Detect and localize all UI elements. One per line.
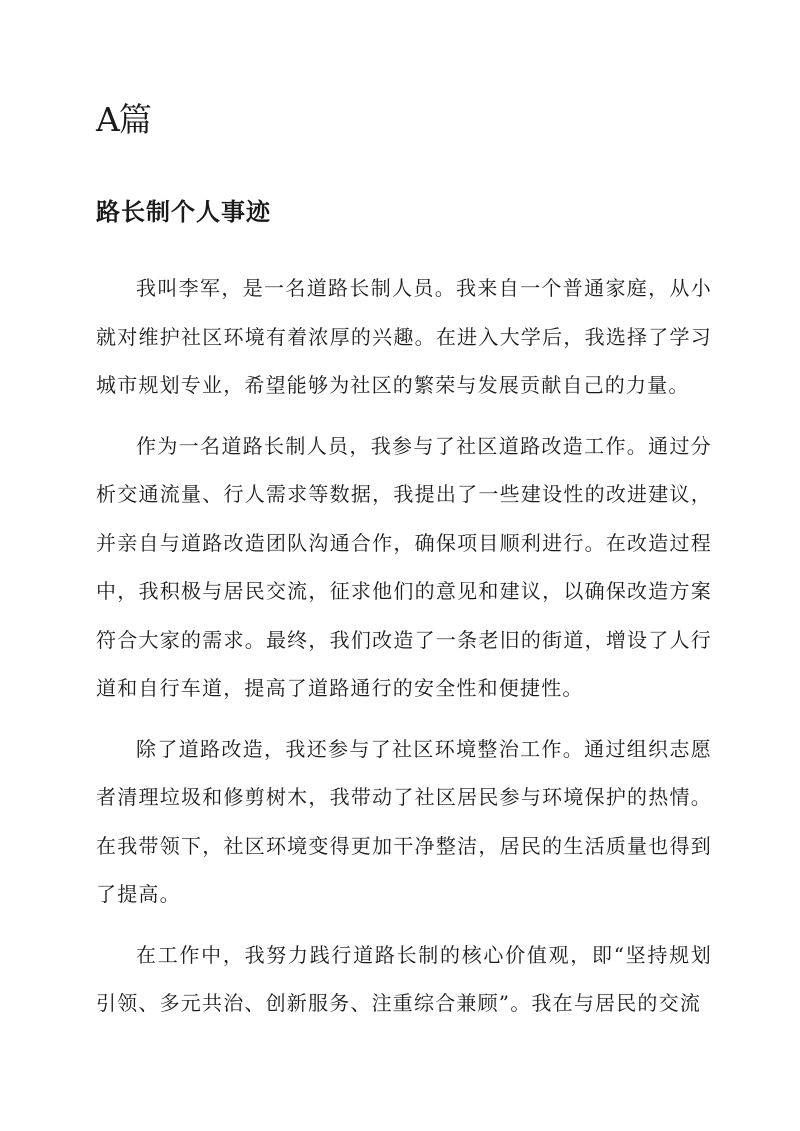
paragraph-1: 我叫李军，是一名道路长制人员。我来自一个普通家庭，从小就对维护社区环境有着浓厚的兴趣。在进入大学后，我选择了学习城市规划专业，希望能够为社区的繁荣与发展贡献自己的力量。 (96, 276, 712, 397)
paragraph-2: 作为一名道路长制人员，我参与了社区道路改造工作。通过分析交通流量、行人需求等数据，我提出了一些建设性的改进建议，并亲自与道路改造团队沟通合作，确保项目顺利进行。在改造过程中，我积极与居民交流，征求他们的意见和建议，以确保改造方案符合大家的需求。最终，我们改造了一条老旧的街道，增设了人行道和自行车道，提高了道路通行的安全性和便捷性。 (96, 433, 712, 700)
body-text (96, 264, 712, 1040)
paragraph-4: 在工作中，我努力践行道路长制的核心价值观，即“坚持规划引领、多元共治、创新服务、注重综合兼顾”。我在与居民的交流 (96, 942, 712, 1015)
section-title: A篇 (96, 100, 151, 139)
document-heading: 路长制个人事迹 (96, 197, 271, 226)
paragraph-3: 除了道路改造，我还参与了社区环境整治工作。通过组织志愿者清理垃圾和修剪树木，我带动了社区居民参与环境保护的热情。在我带领下，社区环境变得更加干净整洁，居民的生活质量也得到了提高。 (96, 736, 712, 906)
